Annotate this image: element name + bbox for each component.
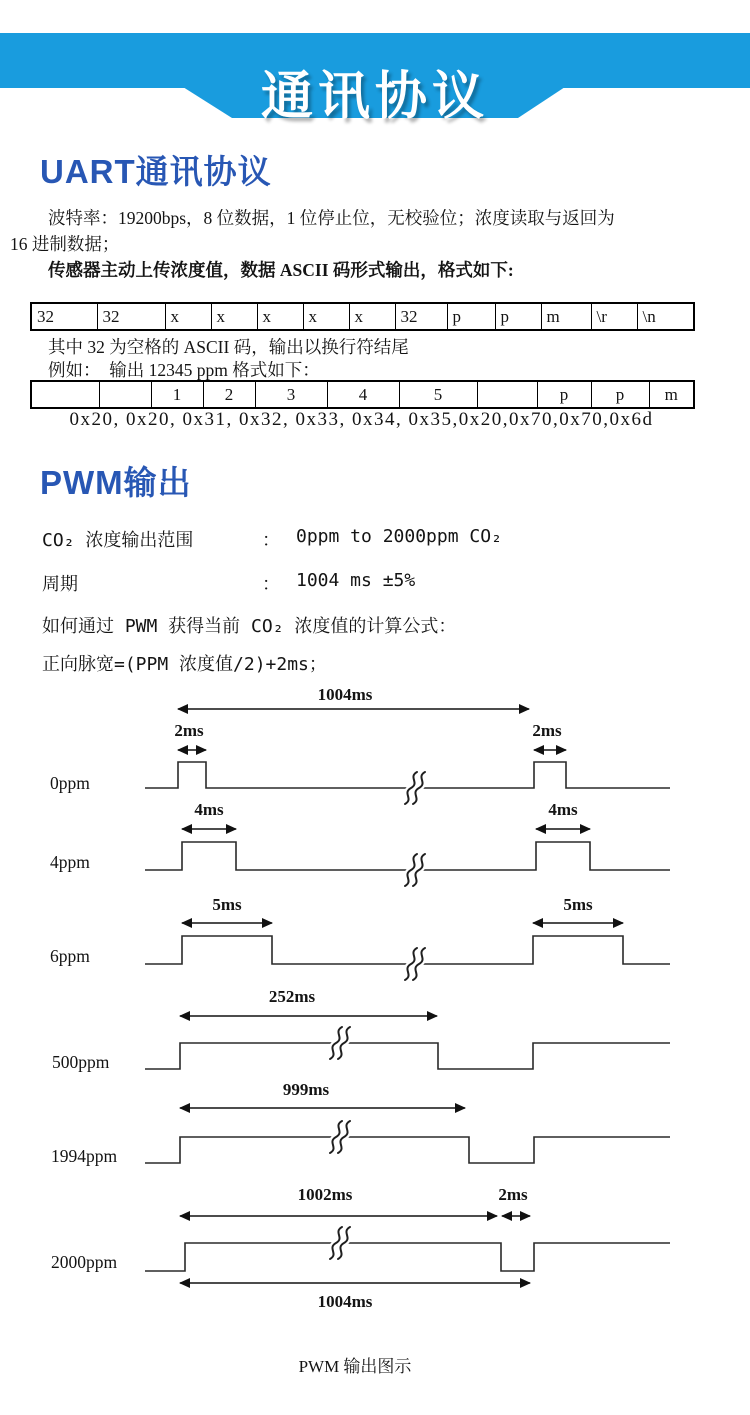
table-cell: 4	[327, 381, 399, 408]
table-cell: 32	[97, 303, 165, 330]
line-break-icon	[405, 854, 425, 886]
uart-note-space: 其中 32 为空格的 ASCII 码，输出以换行符结尾	[48, 337, 409, 357]
uart-paragraph-line2: 16 进制数据；	[10, 234, 120, 254]
table-cell: 1	[151, 381, 203, 408]
pwm-spec-value: 0ppm to 2000ppm CO₂	[296, 526, 502, 547]
table-cell: \r	[591, 303, 637, 330]
waveform-label: 6ppm	[50, 946, 90, 966]
waveform-label: 0ppm	[50, 773, 90, 793]
pulse-width-label: 2ms	[174, 721, 204, 740]
pwm-formula-intro: 如何通过 PWM 获得当前 CO₂ 浓度值的计算公式：	[42, 616, 457, 637]
uart-note-example: 例如： 输出 12345 ppm 格式如下：	[48, 360, 320, 380]
table-cell: x	[165, 303, 211, 330]
waveform-label: 500ppm	[52, 1052, 110, 1072]
table-cell: 32	[31, 303, 97, 330]
banner-title: 通讯协议	[260, 68, 489, 126]
period-arrow-label: 1004ms	[317, 1292, 373, 1311]
table-cell: 3	[255, 381, 327, 408]
table-cell: p	[495, 303, 541, 330]
section-heading-pwm: PWM输出	[40, 464, 192, 501]
waveform-label: 2000ppm	[51, 1252, 118, 1272]
line-break-icon	[405, 772, 425, 804]
pulse-width-label: 5ms	[212, 895, 242, 914]
uart-ascii-format-line: 传感器主动上传浓度值，数据 ASCII 码形式输出，格式如下:	[48, 260, 514, 280]
pwm-spec-label: 周期	[42, 574, 78, 595]
pwm-spec-colon: ：	[262, 530, 280, 551]
line-break-icon	[405, 948, 425, 980]
pwm-spec-value: 1004 ms ±5%	[296, 570, 416, 591]
table-cell: m	[649, 381, 694, 408]
table-cell: 2	[203, 381, 255, 408]
line-break-icon	[330, 1027, 350, 1059]
waveform-row-0ppm	[145, 709, 670, 804]
table-cell: x	[303, 303, 349, 330]
waveform-row-6ppm	[145, 923, 670, 980]
table-cell: p	[591, 381, 649, 408]
table-cell: x	[257, 303, 303, 330]
table-cell: x	[211, 303, 257, 330]
table-cell: p	[447, 303, 495, 330]
waveform-row-500ppm	[145, 1016, 670, 1069]
table-cell: 32	[395, 303, 447, 330]
section-heading-uart: UART通讯协议	[40, 153, 272, 190]
uart-paragraph-line1: 波特率：19200bps，8 位数据，1 位停止位，无校验位；浓度读取与返回为	[48, 208, 615, 228]
diagram-caption: PWM 输出图示	[298, 1357, 412, 1376]
pulse-width-label: 2ms	[532, 721, 562, 740]
table-cell: \n	[637, 303, 694, 330]
pulse-width-label: 4ms	[548, 800, 578, 819]
period-arrow-label: 1004ms	[317, 685, 373, 704]
table-cell: x	[349, 303, 395, 330]
waveform-label: 1994ppm	[51, 1146, 118, 1166]
dip-width-label: 2ms	[498, 1185, 528, 1204]
pulse-width-label: 4ms	[194, 800, 224, 819]
table-cell: 5	[399, 381, 477, 408]
waveform-row-2000ppm	[145, 1216, 670, 1283]
line-break-icon	[330, 1227, 350, 1259]
high-width-label: 252ms	[268, 987, 316, 1006]
pwm-formula: 正向脉宽=(PPM 浓度值/2)+2ms；	[42, 654, 327, 675]
pulse-width-label: 5ms	[563, 895, 593, 914]
pwm-spec-colon: ：	[262, 574, 280, 595]
high-width-label: 1002ms	[297, 1185, 353, 1204]
table-cell: m	[541, 303, 591, 330]
pwm-spec-label: CO₂ 浓度输出范围	[42, 530, 194, 551]
table-cell: p	[537, 381, 591, 408]
waveform-row-1994ppm	[145, 1108, 670, 1163]
uart-hex-line: 0x20, 0x20, 0x31, 0x32, 0x33, 0x34, 0x35,0x20,0x70,0x70,0x6d	[69, 409, 654, 430]
high-width-label: 999ms	[282, 1080, 330, 1099]
line-break-icon	[330, 1121, 350, 1153]
waveform-row-4ppm	[145, 829, 670, 886]
waveform-label: 4ppm	[50, 852, 90, 872]
